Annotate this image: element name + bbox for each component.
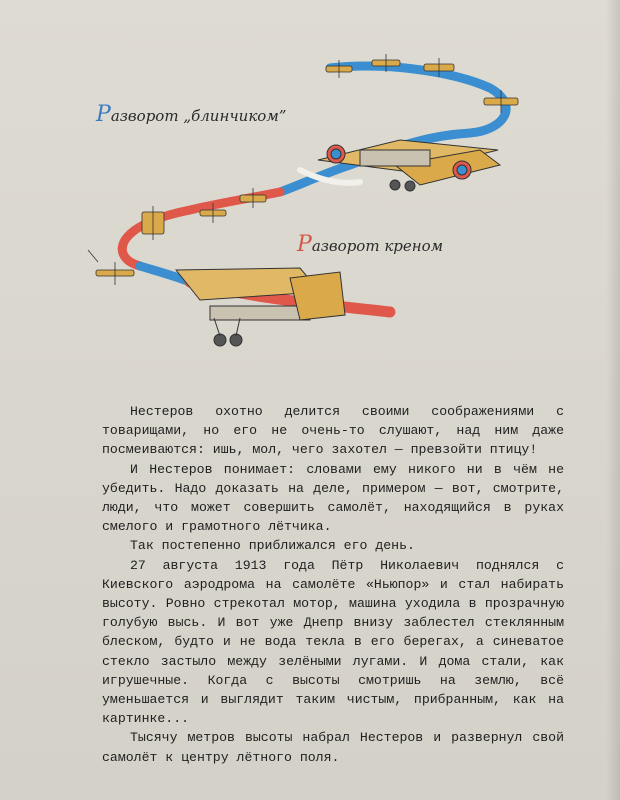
- aerobatics-illustration: [0, 0, 620, 380]
- body-text: [102, 402, 564, 767]
- caption-bank-turn-initial: Р: [297, 232, 312, 257]
- paragraph: И Нестеров понимает: словами ему никого ни в чём не убедить. Надо доказать на деле, примером — вот, смотрите, люди, что может совершить самолёт, находящийся в руках смелого и грамотного лётчика.: [102, 461, 564, 535]
- caption-bank-turn-text: азворот креном: [311, 237, 444, 255]
- caption-flat-turn-initial: Р: [96, 102, 111, 127]
- caption-flat-turn-text: азворот „блинчиком”: [110, 107, 287, 125]
- plane-large-lower: [176, 268, 345, 346]
- caption-bank-turn: [297, 232, 443, 257]
- paragraph: Нестеров охотно делится своими соображениями с товарищами, но его не очень-то слушают, над ним даже посмеиваются: ишь, мол, чего захотел — превзойти птицу!: [102, 404, 564, 458]
- plane-mid-3: [142, 206, 164, 240]
- plane-small-4: [484, 90, 518, 113]
- paragraph: Тысячу метров высоты набрал Нестеров и развернул свой самолёт к центру лётного поля.: [102, 730, 564, 765]
- paragraph: Так постепенно приближался его день.: [130, 538, 415, 554]
- paragraph: 27 августа 1913 года Пётр Николаевич поднялся с Киевского аэродрома на самолёте «Ньюпор» и стал набирать высоту. Ровно стрекотал мотор, машина уходила в прозрачную голубую высь. И вот уже Днепр внизу заблестел стеклянным блеском, будто и не вода текла в его берегах, а синеватое стекло застыло между зелёными лугами. И дома стали, как игрушечные. Когда с высоты смотришь на землю, всё уменьшается и выглядит таким чистым, прибранным, как на картинке...: [102, 557, 564, 727]
- caption-flat-turn: [96, 102, 286, 127]
